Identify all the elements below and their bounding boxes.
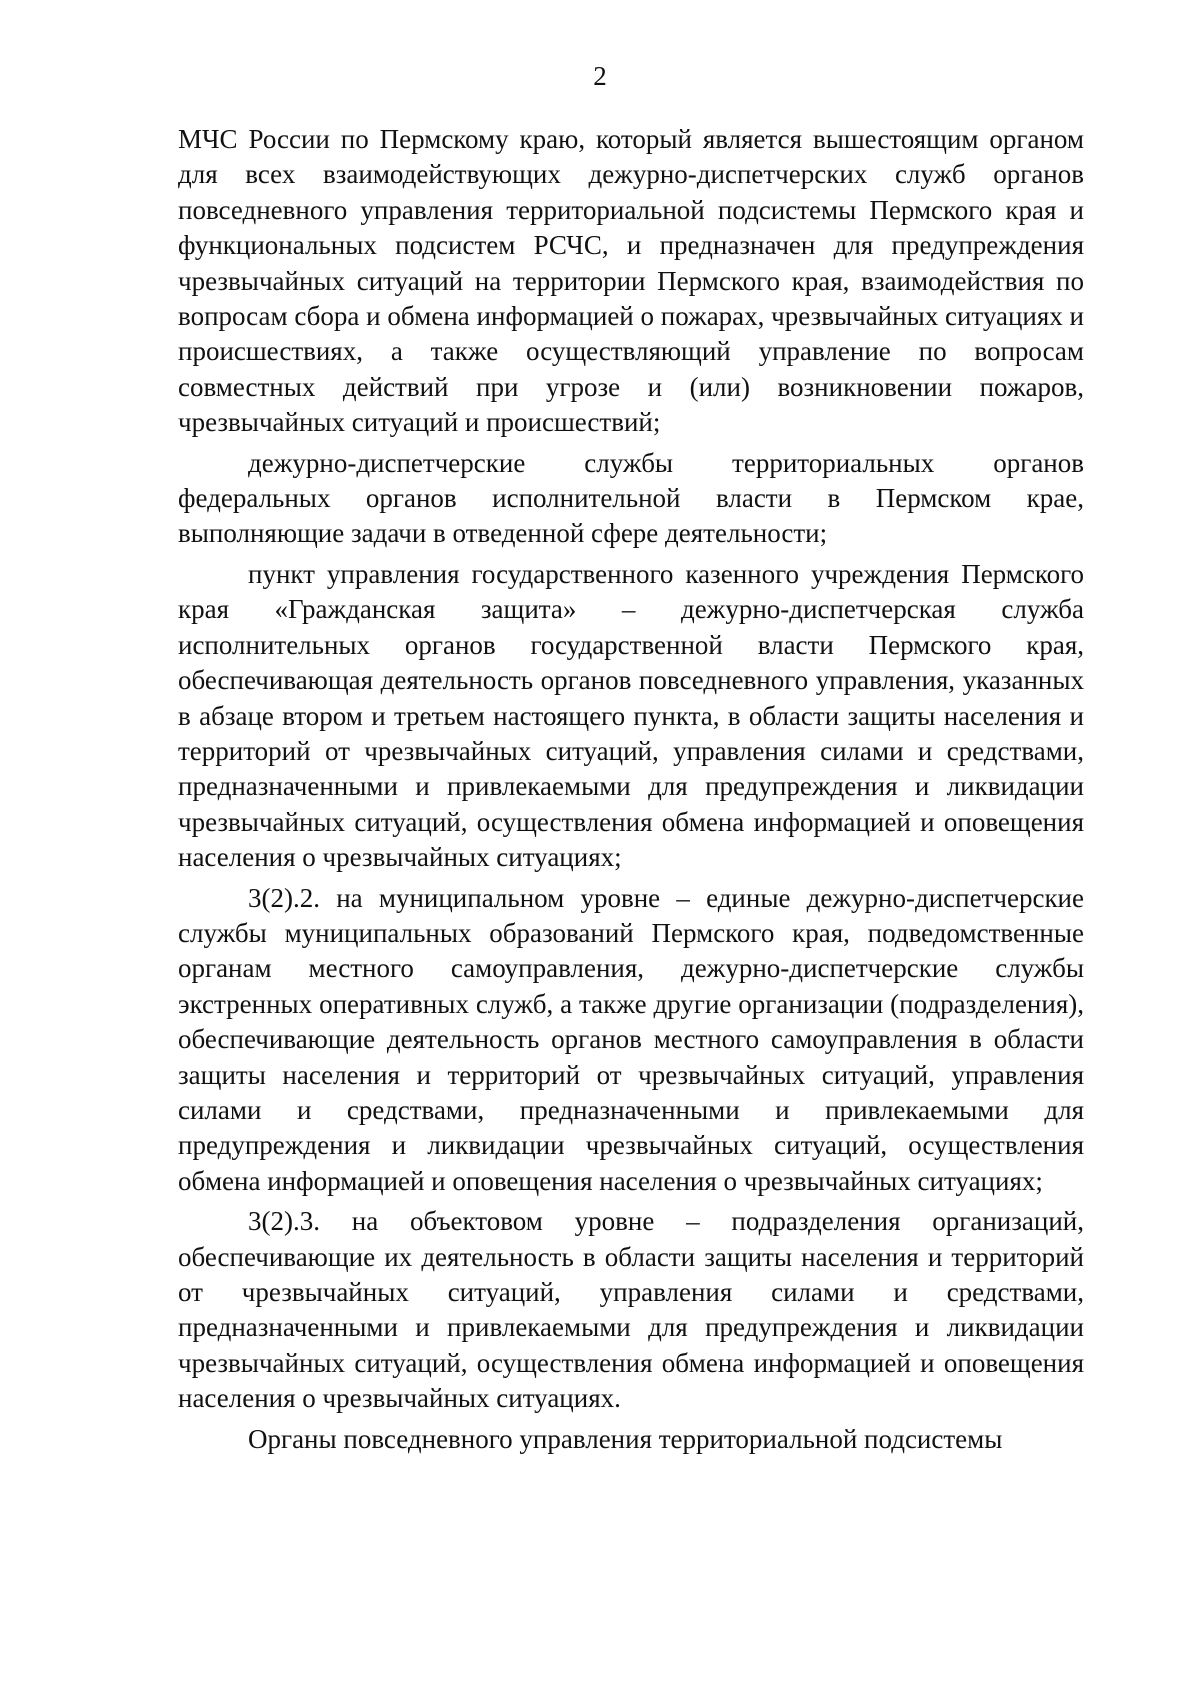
paragraph-municipal-level: 3(2).2. на муниципальном уровне – единые дежурно-диспетчерские службы муниципальных образований Пермского края, подведомственные органам местного самоуправления, дежурно-диспетчерские службы экстренных оперативных служб, а также другие организации (подразделения), обеспечивающие деятельность органов местного самоуправления в области защиты населения и территорий от чрезвычайных ситуаций, управления силами и средствами, предназначенными и привлекаемыми для предупреждения и ликвидации чрезвычайных ситуаций, осуществления обмена информацией и оповещения населения о чрезвычайных ситуациях; (178, 882, 1084, 1196)
paragraph-object-level: 3(2).3. на объектовом уровне – подразделения организаций, обеспечивающие их деятельность в области защиты населения и территорий от чрезвычайных ситуаций, управления силами и средствами, предназначенными и привлекаемыми для предупреждения и ликвидации чрезвычайных ситуаций, осуществления обмена информацией и оповещения населения о чрезвычайных ситуациях. (178, 1206, 1084, 1414)
paragraph-federal-dispatch-services: дежурно-диспетчерские службы территориальных органов федеральных органов исполнительной власти в Пермском крае, выполняющие задачи в отведенной сфере деятельности; (178, 447, 1084, 549)
paragraph-civil-defense-control-point: пункт управления государственного казенного учреждения Пермского края «Гражданская защита» – дежурно-диспетчерская служба исполнительных органов государственной власти Пермского края, обеспечивающая деятельность органов повседневного управления, указанных в абзаце втором и третьем настоящего пункта, в области защиты населения и территорий от чрезвычайных ситуаций, управления силами и средствами, предназначенными и привлекаемыми для предупреждения и ликвидации чрезвычайных ситуаций, осуществления обмена информацией и оповещения населения о чрезвычайных ситуациях; (178, 558, 1084, 873)
document-body (178, 122, 1084, 1462)
paragraph-daily-management-bodies: Органы повседневного управления территориальной подсистемы (248, 1423, 1003, 1454)
paragraph-mchs-continuation: МЧС России по Пермскому краю, который является вышестоящим органом для всех взаимодействующих дежурно-диспетчерских служб органов повседневного управления территориальной подсистемы Пермского края и функциональных подсистем РСЧС, и предназначен для предупреждения чрезвычайных ситуаций на территории Пермского края, взаимодействия по вопросам сбора и обмена информацией о пожарах, чрезвычайных ситуациях и происшествиях, а также осуществляющий управление по вопросам совместных действий при угрозе и (или) возникновении пожаров, чрезвычайных ситуаций и происшествий; (178, 124, 1084, 438)
page-number: 2 (593, 61, 607, 91)
